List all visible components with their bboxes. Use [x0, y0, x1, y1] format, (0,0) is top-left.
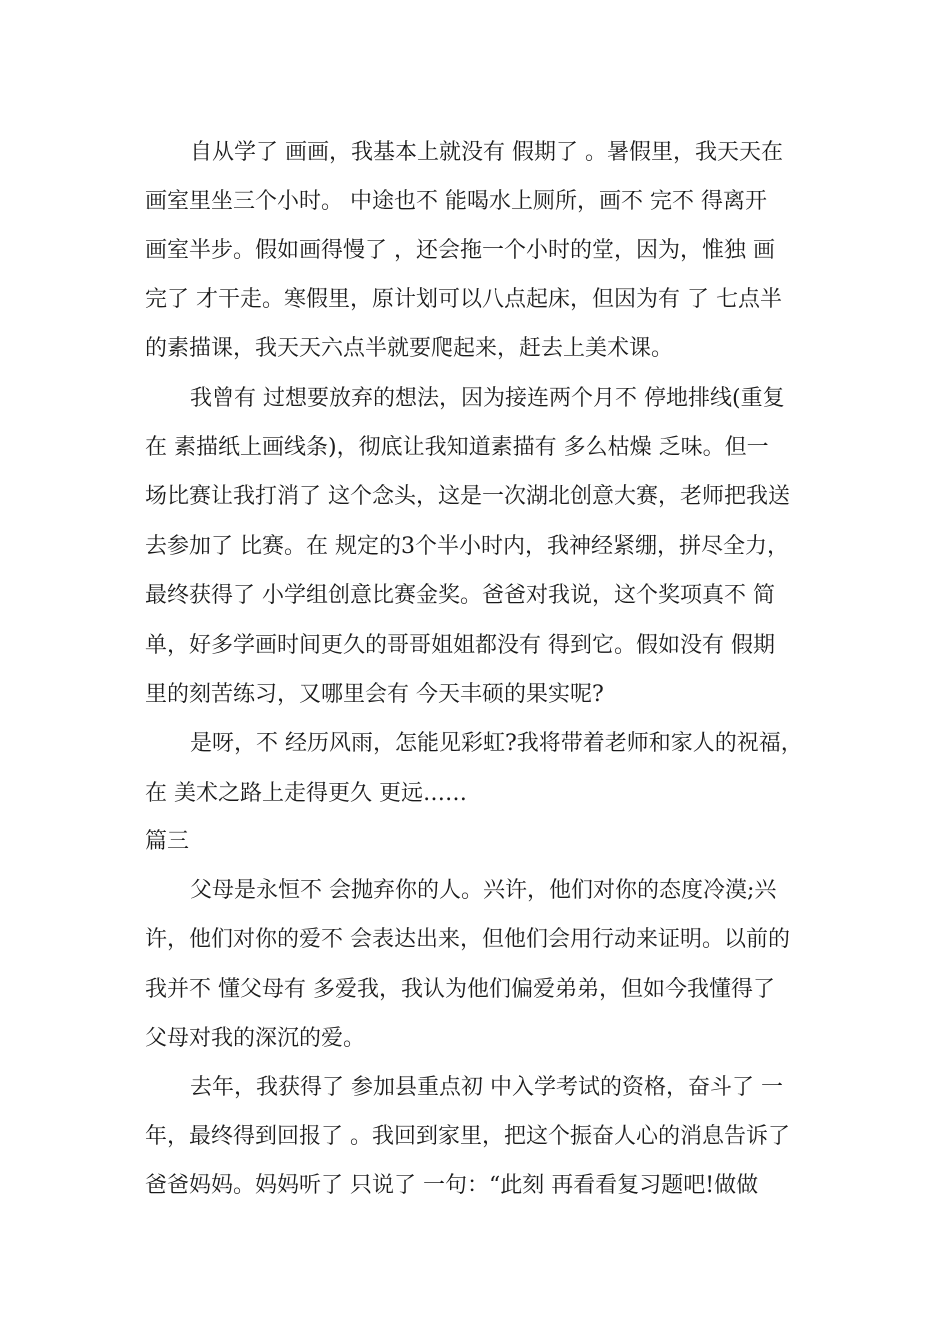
text-line: 年，最终得到回报了 。我回到家里，把这个振奋人心的消息告诉了 — [145, 1124, 790, 1149]
text-line: 爸爸妈妈。妈妈听了 只说了 一句：“此刻 再看看复习题吧!做做 — [145, 1173, 759, 1198]
text-line: 最终获得了 小学组创意比赛金奖。爸爸对我说，这个奖项真不 简 — [145, 583, 775, 608]
text-line: 自从学了 画画，我基本上就没有 假期了 。暑假里，我天天在 — [190, 140, 783, 165]
text-line: 在 素描纸上画线条)，彻底让我知道素描有 多么枯燥 乏味。但一 — [145, 435, 769, 460]
text-line: 是呀，不 经历风雨，怎能见彩虹?我将带着老师和家人的祝福， — [190, 731, 803, 756]
text-line: 在 美术之路上走得更久 更远…… — [145, 781, 467, 806]
text-line: 许，他们对你的爱不 会表达出来，但他们会用行动来证明。以前的 — [145, 927, 790, 952]
text-line: 去参加了 比赛。在 规定的3个半小时内，我神经紧绷，拼尽全力， — [145, 534, 789, 559]
text-line: 画室里坐三个小时。 中途也不 能喝水上厕所，画不 完不 得离开 — [145, 189, 767, 214]
text-line: 单，好多学画时间更久的哥哥姐姐都没有 得到它。假如没有 假期 — [145, 633, 775, 658]
text-line: 里的刻苦练习，又哪里会有 今天丰硕的果实呢? — [145, 682, 604, 707]
text-line: 去年，我获得了 参加县重点初 中入学考试的资格，奋斗了 一 — [190, 1075, 783, 1100]
text-line: 我并不 懂父母有 多爱我，我认为他们偏爱弟弟，但如今我懂得了 — [145, 977, 775, 1002]
text-line: 我曾有 过想要放弃的想法，因为接连两个月不 停地排线(重复 — [190, 386, 785, 411]
section-heading: 篇三 — [145, 829, 190, 854]
text-line: 完了 才干走。寒假里，原计划可以八点起床，但因为有 了 七点半 — [145, 287, 782, 312]
text-line: 父母对我的深沉的爱。 — [145, 1026, 366, 1051]
text-line: 场比赛让我打消了 这个念头，这是一次湖北创意大赛，老师把我送 — [145, 484, 790, 509]
text-line: 父母是永恒不 会抛弃你的人。兴许，他们对你的态度冷漠;兴 — [190, 878, 777, 903]
text-line: 的素描课，我天天六点半就要爬起来，赶去上美术课。 — [145, 336, 674, 361]
text-line: 画室半步。假如画得慢了 ，还会拖一个小时的堂，因为，惟独 画 — [145, 238, 775, 263]
